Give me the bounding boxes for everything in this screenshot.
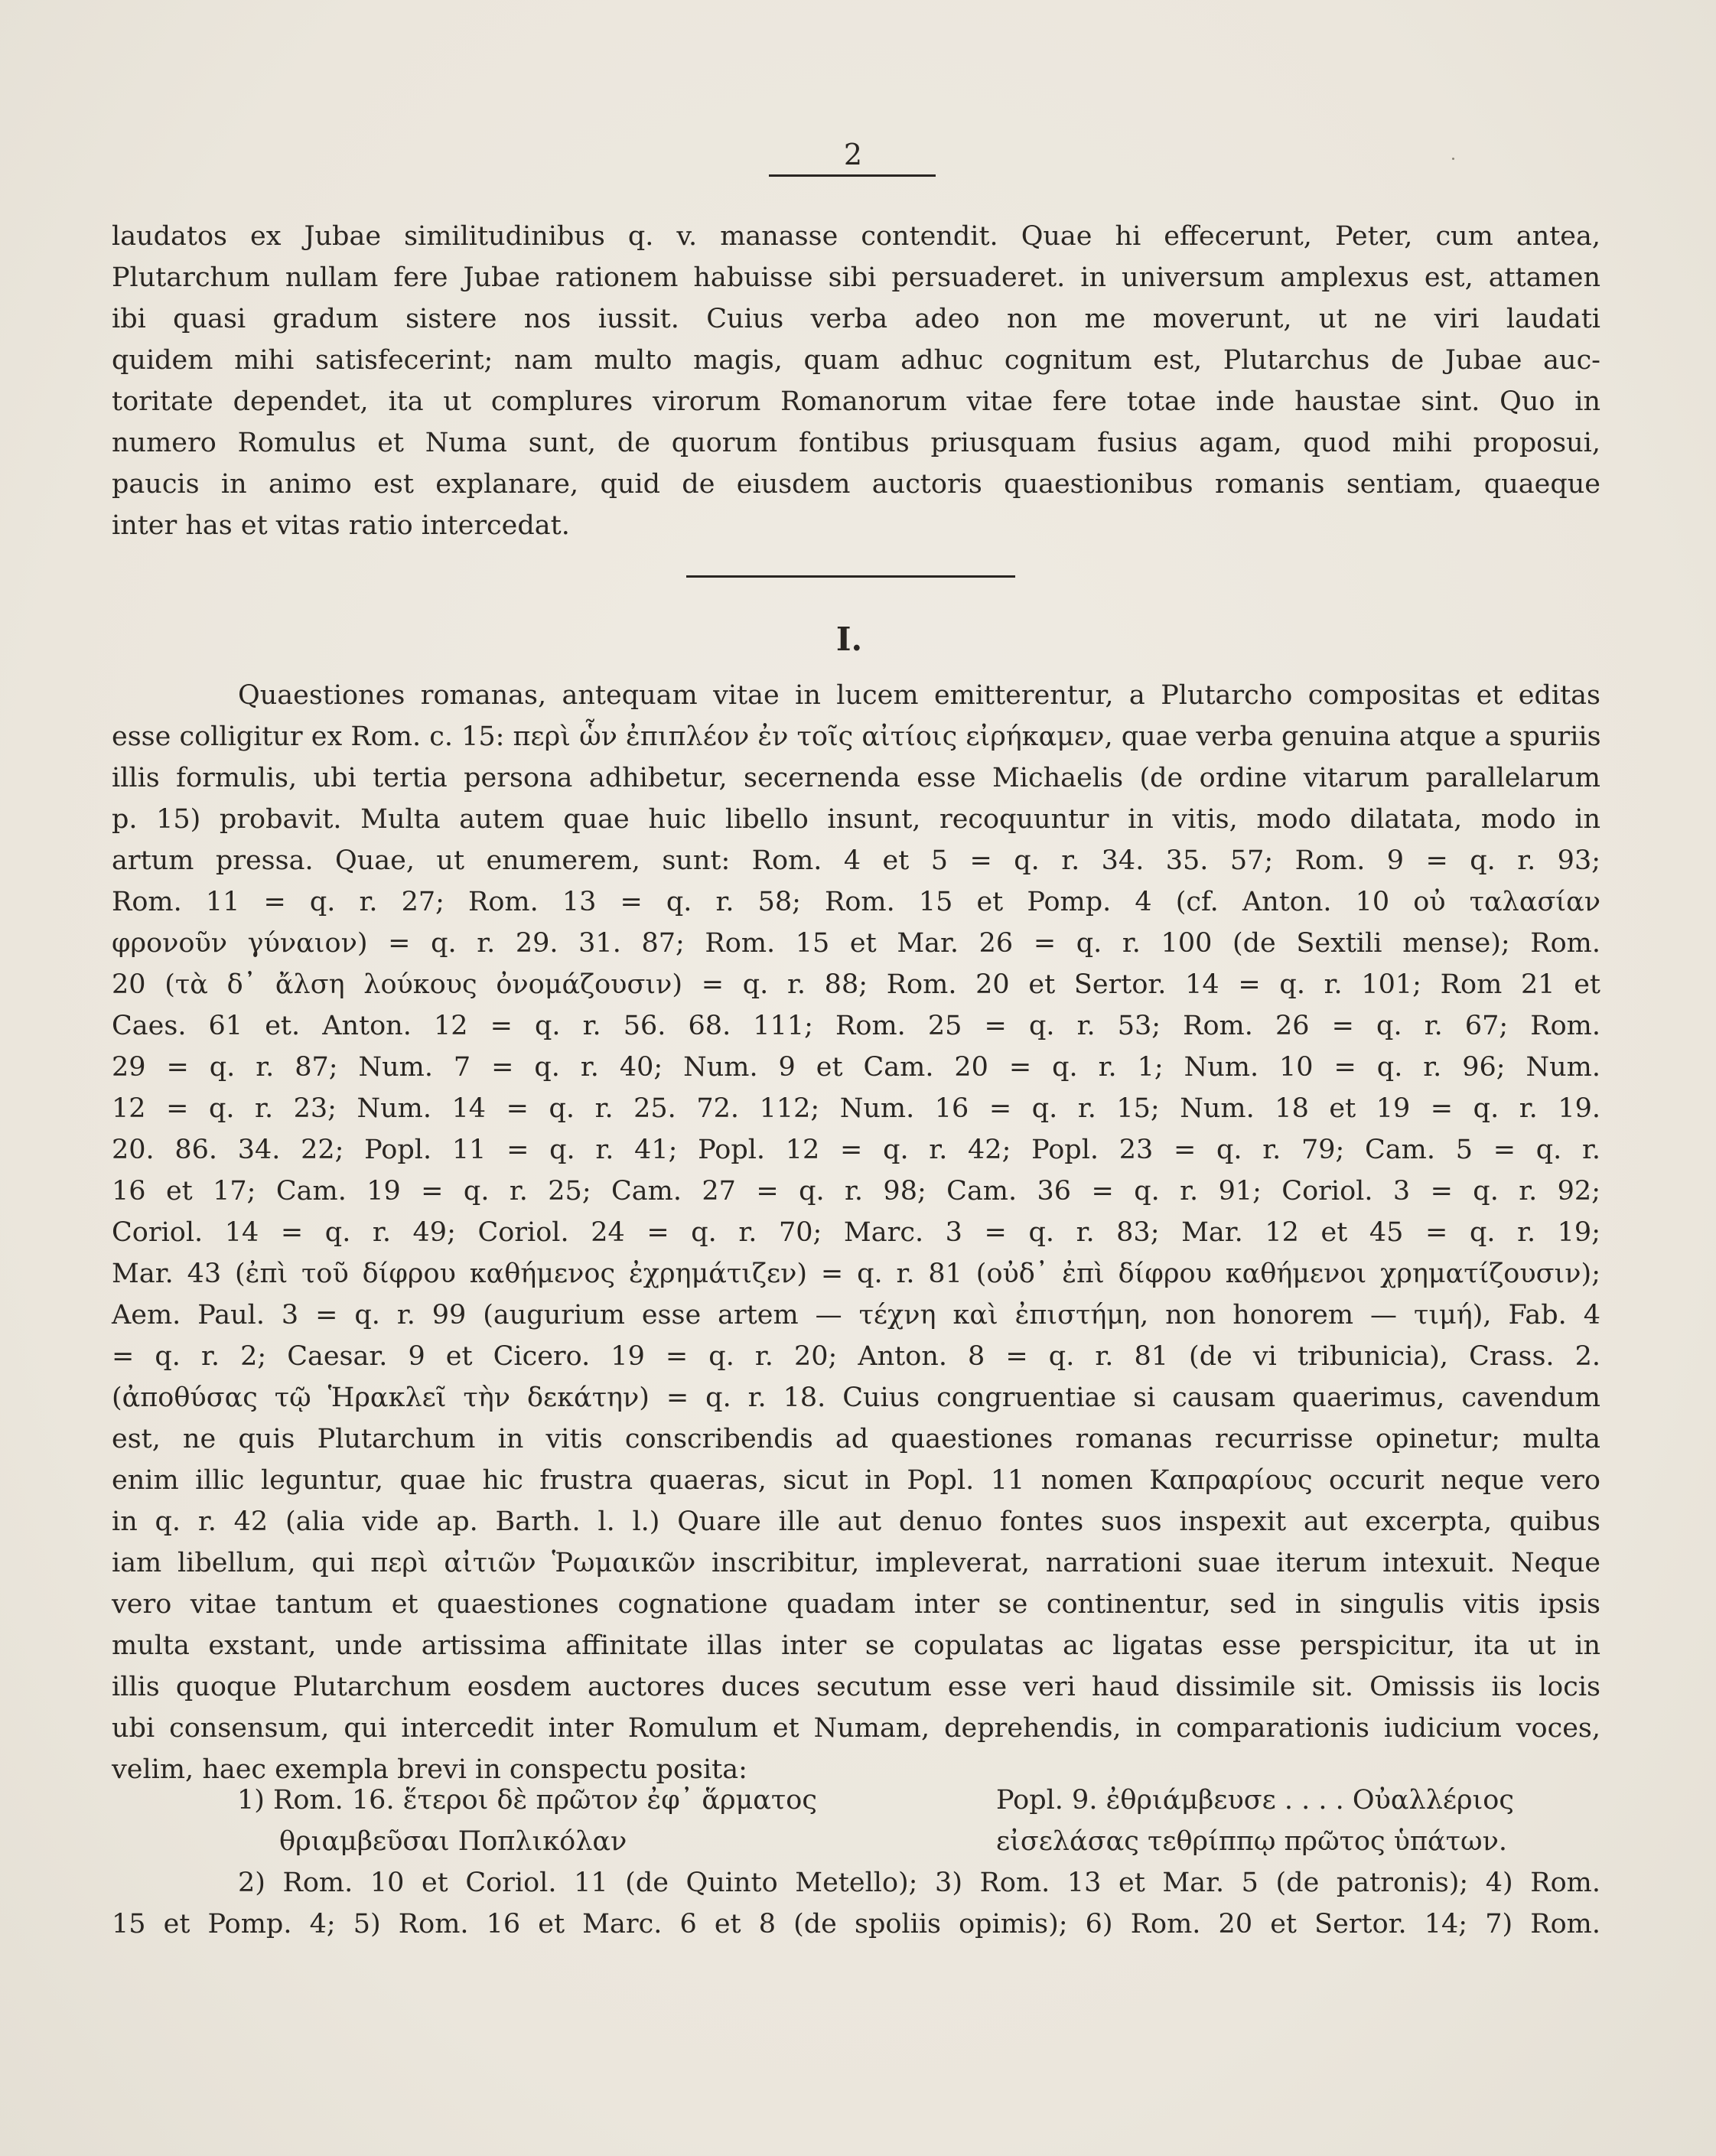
text-line: φρονοῦν γύναιον) = q. r. 29. 31. 87; Rom. 15 et Mar. 26 = q. r. 100 (de Sextili mense); Rom. <box>112 928 1600 959</box>
text-line: 12 = q. r. 23; Num. 14 = q. r. 25. 72. 112; Num. 16 = q. r. 15; Num. 18 et 19 = q. r. 19. <box>112 1093 1600 1124</box>
text-line: p. 15) probavit. Multa autem quae huic libello insunt, recoquuntur in vitis, modo dilatata, modo in <box>112 804 1600 835</box>
text-line: 20. 86. 34. 22; Popl. 11 = q. r. 41; Popl. 12 = q. r. 42; Popl. 23 = q. r. 79; Cam. 5 = q. r. <box>112 1135 1600 1165</box>
example-left-line-1: 1) Rom. 16. ἕτεροι δὲ πρῶτον ἐφ᾽ ἅρματος <box>237 1785 817 1816</box>
text-line: ibi quasi gradum sistere nos iussit. Cuius verba adeo non me moverunt, ut ne viri laudati <box>112 304 1600 334</box>
section-divider <box>686 575 1015 578</box>
text-line: = q. r. 2; Caesar. 9 et Cicero. 19 = q. r. 20; Anton. 8 = q. r. 81 (de vi tribunicia), Crass. 2. <box>112 1341 1600 1372</box>
text-line: Rom. 11 = q. r. 27; Rom. 13 = q. r. 58; Rom. 15 et Pomp. 4 (cf. Anton. 10 οὐ ταλασίαν <box>112 887 1600 917</box>
text-line: iam libellum, qui περὶ αἰτιῶν Ῥωμαικῶν inscribitur, impleverat, narrationi suae iterum intexuit. Neque <box>112 1548 1600 1578</box>
text-line: ubi consensum, qui intercedit inter Romulum et Numam, deprehendis, in comparationis iudicium voces, <box>112 1713 1600 1744</box>
text-line: Mar. 43 (ἐπὶ τοῦ δίφρου καθήμενος ἐχρημάτιζεν) = q. r. 81 (οὐδ᾽ ἐπὶ δίφρου καθήμενοι χρηματίζουσιν); <box>112 1259 1600 1289</box>
text-line: illis quoque Plutarchum eosdem auctores duces secutum esse veri haud dissimile sit. Omissis iis locis <box>112 1672 1600 1702</box>
text-line: Quaestiones romanas, antequam vitae in lucem emitterentur, a Plutarcho compositas et editas <box>238 680 1600 711</box>
text-line: laudatos ex Jubae similitudinibus q. v. manasse contendit. Quae hi effecerunt, Peter, cum antea, <box>112 221 1600 252</box>
text-line: 20 (τὰ δ᾽ ἄλση λούκους ὀνομάζουσιν) = q. r. 88; Rom. 20 et Sertor. 14 = q. r. 101; Rom 21 et <box>112 969 1600 1000</box>
text-line: velim, haec exempla brevi in conspectu posita: <box>112 1754 747 1785</box>
text-line: 29 = q. r. 87; Num. 7 = q. r. 40; Num. 9 et Cam. 20 = q. r. 1; Num. 10 = q. r. 96; Num. <box>112 1052 1600 1083</box>
text-line: 16 et 17; Cam. 19 = q. r. 25; Cam. 27 = q. r. 98; Cam. 36 = q. r. 91; Coriol. 3 = q. r. 92; <box>112 1176 1600 1207</box>
text-line: (ἀποθύσας τῷ Ἡρακλεῖ τὴν δεκάτην) = q. r. 18. Cuius congruentiae si causam quaerimus, cavendum <box>112 1383 1600 1413</box>
text-line: Caes. 61 et. Anton. 12 = q. r. 56. 68. 111; Rom. 25 = q. r. 53; Rom. 26 = q. r. 67; Rom. <box>112 1011 1600 1041</box>
text-line: vero vitae tantum et quaestiones cognatione quadam inter se continentur, sed in singulis vitis ipsis <box>112 1589 1600 1620</box>
text-line: multa exstant, unde artissima affinitate illas inter se copulatas ac ligatas esse perspicitur, ita ut in <box>112 1630 1600 1661</box>
examples-continuation <box>112 1862 1600 1945</box>
text-line: paucis in animo est explanare, quid de eiusdem auctoris quaestionibus romanis sentiam, quaeque <box>112 469 1600 500</box>
text-line: numero Romulus et Numa sunt, de quorum fontibus priusquam fusius agam, quod mihi proposui, <box>112 428 1600 458</box>
page-number: 2 <box>843 138 863 171</box>
text-line: artum pressa. Quae, ut enumerem, sunt: Rom. 4 et 5 = q. r. 34. 35. 57; Rom. 9 = q. r. 93; <box>112 845 1600 876</box>
example-left-line-2: θριαμβεῦσαι Ποπλικόλαν <box>279 1826 627 1857</box>
section-heading: I. <box>835 620 863 658</box>
text-line: 15 et Pomp. 4; 5) Rom. 16 et Marc. 6 et 8 (de spoliis opimis); 6) Rom. 20 et Sertor. 14; 7) Rom. <box>112 1909 1600 1939</box>
example-right-line-2: εἰσελάσας τεθρίππῳ πρῶτος ὑπάτων. <box>996 1826 1507 1857</box>
text-line: illis formulis, ubi tertia persona adhibetur, secernenda esse Michaelis (de ordine vitarum parallelarum <box>112 763 1600 793</box>
text-line: quidem mihi satisfecerint; nam multo magis, quam adhuc cognitum est, Plutarchus de Jubae auc- <box>112 345 1600 376</box>
text-line: est, ne quis Plutarchum in vitis conscribendis ad quaestiones romanas recurrisse opinetur; multa <box>112 1424 1600 1454</box>
text-line: Coriol. 14 = q. r. 49; Coriol. 24 = q. r. 70; Marc. 3 = q. r. 83; Mar. 12 et 45 = q. r. 19; <box>112 1217 1600 1248</box>
paper-speck <box>1452 158 1454 160</box>
text-line: in q. r. 42 (alia vide ap. Barth. l. l.) Quare ille aut denuo fontes suos inspexit aut excerpta, quibus <box>112 1506 1600 1537</box>
text-line: Plutarchum nullam fere Jubae rationem habuisse sibi persuaderet. in universum amplexus est, attamen <box>112 262 1600 293</box>
text-line: enim illic leguntur, quae hic frustra quaeras, sicut in Popl. 11 nomen Καπραρίους occurit neque vero <box>112 1465 1600 1496</box>
body-paragraph <box>112 675 1600 1790</box>
page-number-rule <box>769 174 936 177</box>
text-line: inter has et vitas ratio intercedat. <box>112 510 570 541</box>
text-line: 2) Rom. 10 et Coriol. 11 (de Quinto Metello); 3) Rom. 13 et Mar. 5 (de patronis); 4) Rom. <box>238 1868 1600 1898</box>
example-right-line-1: Popl. 9. ἐθριάμβευσε . . . . Οὐαλλέριος <box>996 1785 1514 1816</box>
intro-paragraph <box>112 216 1600 546</box>
text-line: esse colligitur ex Rom. c. 15: περὶ ὧν ἐπιπλέον ἐν τοῖς αἰτίοις εἰρήκαμεν, quae verba genuina atque a spuriis <box>112 721 1601 752</box>
text-line: toritate dependet, ita ut complures virorum Romanorum vitae fere totae inde haustae sint. Quo in <box>112 386 1600 417</box>
text-line: Aem. Paul. 3 = q. r. 99 (augurium esse artem — τέχνη καὶ ἐπιστήμη, non honorem — τιμή), Fab. 4 <box>112 1300 1600 1330</box>
